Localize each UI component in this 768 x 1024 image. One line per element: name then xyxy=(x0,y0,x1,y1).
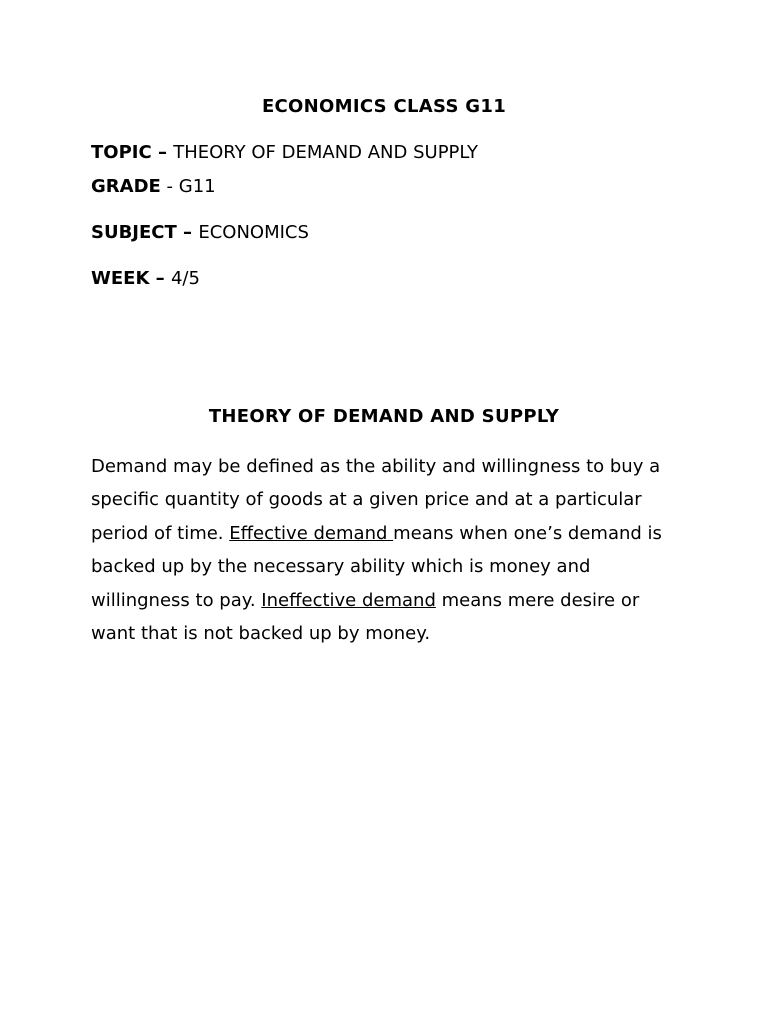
meta-week-value: 4/5 xyxy=(170,268,200,289)
meta-grade-line xyxy=(91,176,216,197)
meta-week-line xyxy=(91,268,200,289)
paragraph-line xyxy=(91,584,691,617)
meta-topic-line xyxy=(91,142,478,163)
meta-topic-value: THEORY OF DEMAND AND SUPPLY xyxy=(173,142,479,163)
paragraph-text: means mere desire or xyxy=(435,589,640,611)
paragraph-text: period of time. xyxy=(91,522,230,544)
meta-subject-value: ECONOMICS xyxy=(198,222,309,243)
meta-grade-separator: - xyxy=(160,176,179,197)
section-heading: THEORY OF DEMAND AND SUPPLY xyxy=(208,406,560,427)
demand-definition-paragraph xyxy=(91,450,691,650)
meta-subject-separator: – xyxy=(176,222,199,243)
meta-grade-value: G11 xyxy=(178,176,216,197)
meta-week-separator: – xyxy=(149,268,171,289)
paragraph-line: Demand may be defined as the ability and willingness to buy a xyxy=(91,456,661,477)
paragraph-line: specific quantity of goods at a given price and at a particular xyxy=(91,489,642,511)
meta-topic-separator: – xyxy=(151,142,174,163)
term-effective-demand: Effective demand xyxy=(229,522,394,544)
document-title: ECONOMICS CLASS G11 xyxy=(261,96,507,117)
meta-subject-label: SUBJECT xyxy=(91,222,177,243)
meta-week-label: WEEK xyxy=(91,268,150,289)
paragraph-line: want that is not backed up by money. xyxy=(91,623,431,645)
paragraph-line xyxy=(91,517,691,550)
meta-topic-label: TOPIC xyxy=(91,142,152,163)
paragraph-text: willingness to pay. xyxy=(91,589,262,611)
paragraph-text: means when one’s demand is xyxy=(393,522,662,544)
paragraph-line: backed up by the necessary ability which is money and xyxy=(91,556,591,578)
meta-grade-label: GRADE xyxy=(91,176,161,197)
meta-subject-line xyxy=(91,222,309,243)
term-ineffective-demand: Ineffective demand xyxy=(261,589,436,611)
